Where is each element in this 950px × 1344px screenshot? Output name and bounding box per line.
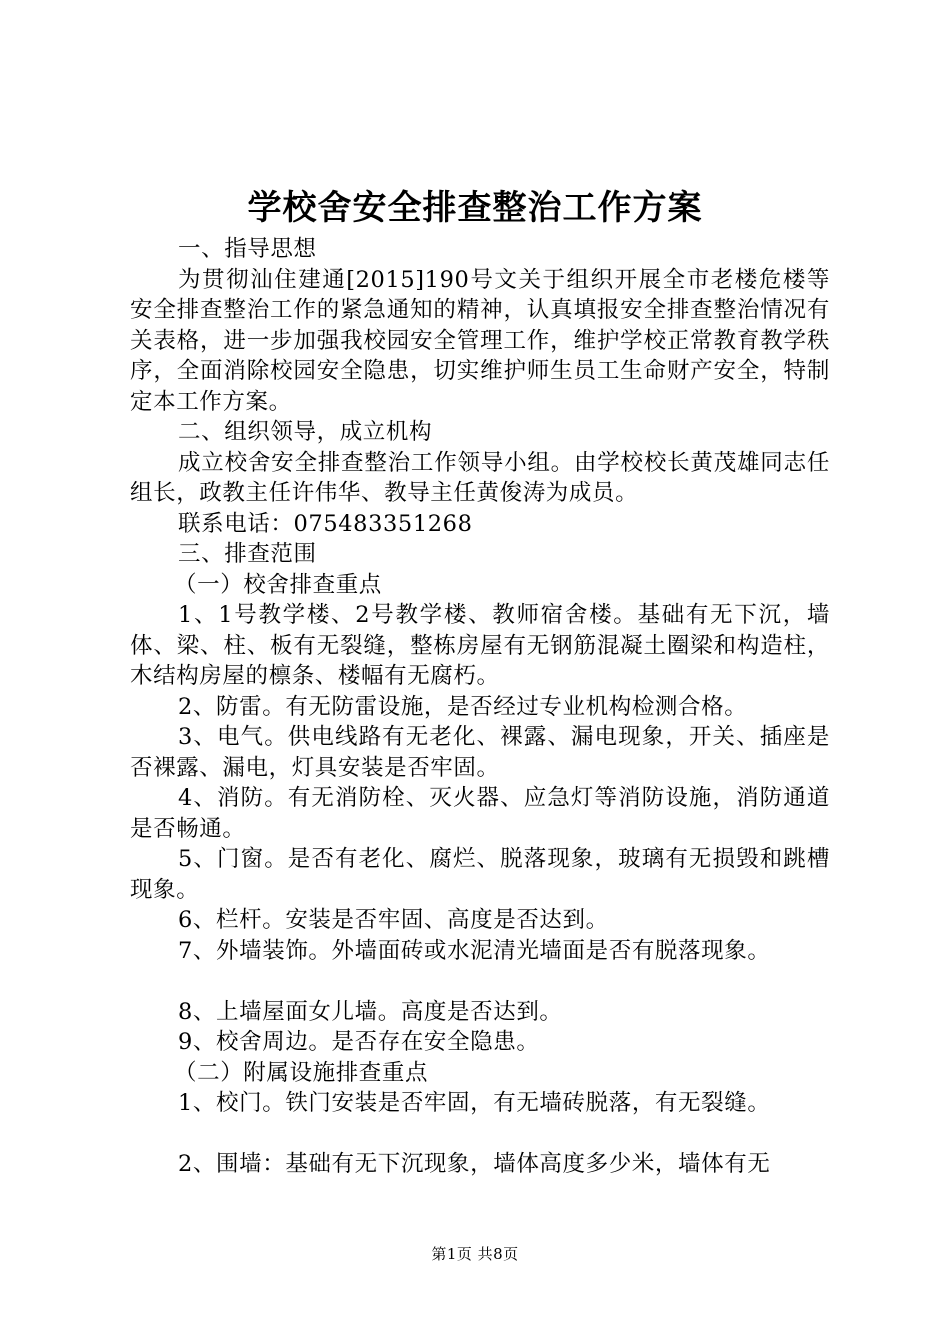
list-item-fire-protection: 4、消防。有无消防栓、灭火器、应急灯等消防设施，消防通道是否畅通。 bbox=[130, 785, 830, 842]
list-item-exterior-walls: 7、外墙装饰。外墙面砖或水泥清光墙面是否有脱落现象。 bbox=[178, 937, 771, 964]
list-item-railings: 6、栏杆。安装是否牢固、高度是否达到。 bbox=[178, 907, 609, 933]
list-item-buildings: 1、1号教学楼、2号教学楼、教师宿舍楼。基础有无下沉，墙体、梁、柱、板有无裂缝，整栋房屋有无钢筋混凝土圈梁和构造柱，木结构房屋的檩条、楼幅有无腐朽。 bbox=[130, 602, 830, 689]
section-heading-guiding-ideology: 一、指导思想 bbox=[178, 236, 317, 262]
list-item-electrical: 3、电气。供电线路有无老化、裸露、漏电现象，开关、插座是否裸露、漏电，灯具安装是否牢固。 bbox=[130, 724, 830, 781]
subsection-heading-school-buildings: （一）校舍排查重点 bbox=[174, 571, 382, 598]
list-item-surroundings: 9、校舍周边。是否存在安全隐患。 bbox=[178, 1029, 540, 1055]
subsection-heading-ancillary: （二）附属设施排查重点 bbox=[174, 1059, 429, 1086]
page-footer: 第1页 共8页 bbox=[431, 1245, 519, 1263]
list-item-parapet: 8、上墙屋面女儿墙。高度是否达到。 bbox=[178, 998, 563, 1025]
section-heading-organization: 二、组织领导，成立机构 bbox=[178, 419, 433, 445]
list-item-enclosure-wall: 2、围墙：基础有无下沉现象，墙体高度多少米，墙体有无 bbox=[178, 1151, 771, 1177]
list-item-doors-windows: 5、门窗。是否有老化、腐烂、脱落现象，玻璃有无损毁和跳槽现象。 bbox=[130, 846, 830, 903]
contact-phone: 联系电话：075483351268 bbox=[178, 510, 473, 537]
paragraph-purpose: 为贯彻汕住建通[2015]190号文关于组织开展全市老楼危楼等安全排查整治工作的紧急通知的精神，认真填报安全排查整治情况有关表格，进一步加强我校园安全管理工作，维护学校正常教育教学秩序，全面消除校园安全隐患，切实维护师生员工生命财产安全，特制定本工作方案。 bbox=[130, 266, 830, 415]
paragraph-leadership-group: 成立校舍安全排查整治工作领导小组。由学校校长黄茂雄同志任组长，政教主任许伟华、教导主任黄俊涛为成员。 bbox=[130, 449, 830, 506]
list-item-school-gate: 1、校门。铁门安装是否牢固，有无墙砖脱落，有无裂缝。 bbox=[178, 1090, 771, 1116]
section-heading-scope: 三、排查范围 bbox=[178, 541, 317, 567]
list-item-lightning: 2、防雷。有无防雷设施，是否经过专业机构检测合格。 bbox=[178, 693, 748, 720]
document-title: 学校舍安全排查整治工作方案 bbox=[247, 188, 703, 228]
document-body bbox=[130, 234, 830, 1180]
